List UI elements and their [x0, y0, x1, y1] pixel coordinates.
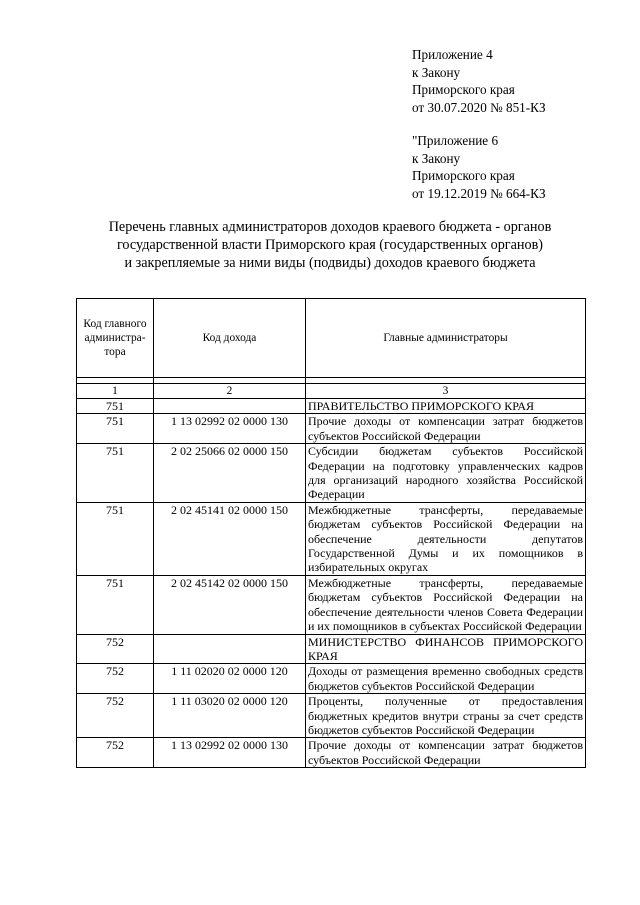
header-administrators: Главные администраторы — [306, 299, 586, 378]
title-line: государственной власти Приморского края (государственных органов) — [116, 237, 544, 253]
appendix-line: Приморского края — [412, 168, 515, 183]
table-row — [77, 502, 586, 575]
table-row — [77, 664, 586, 694]
table-row — [77, 694, 586, 738]
revenue-description-cell: Межбюджетные трансферты, передаваемые бюджетам субъектов Российской Федерации на обеспечение деятельности депутатов Государственной Думы и их помощников в избирательных округах — [306, 502, 586, 575]
revenue-description-cell: Прочие доходы от компенсации затрат бюджетов субъектов Российской Федерации — [306, 414, 586, 444]
revenue-code-cell: 2 02 25066 02 0000 150 — [154, 444, 306, 503]
revenue-code-cell: 2 02 45142 02 0000 150 — [154, 575, 306, 634]
revenue-code-cell: 1 13 02992 02 0000 130 — [154, 738, 306, 768]
admin-code-cell: 752 — [77, 694, 154, 738]
admin-code-cell: 751 — [77, 414, 154, 444]
revenue-description-cell: Доходы от размещения временно свободных средств бюджетов субъектов Российской Федерации — [306, 664, 586, 694]
admin-code-cell: 751 — [77, 399, 154, 414]
table-header-row — [77, 299, 586, 378]
revenue-description-cell: Прочие доходы от компенсации затрат бюджетов субъектов Российской Федерации — [306, 738, 586, 768]
column-number-row — [77, 384, 586, 399]
admin-code-cell: 752 — [77, 664, 154, 694]
admin-code-cell: 751 — [77, 502, 154, 575]
administrator-name-cell: МИНИСТЕРСТВО ФИНАНСОВ ПРИМОРСКОГО КРАЯ — [306, 634, 586, 664]
appendix-line: к Закону — [412, 150, 461, 166]
revenue-code-cell: 1 13 02992 02 0000 130 — [154, 414, 306, 444]
admin-code-cell: 751 — [77, 444, 154, 503]
table-row — [77, 575, 586, 634]
revenue-description-cell: Межбюджетные трансферты, передаваемые бюджетам субъектов Российской Федерации на обеспечение деятельности членов Совета Федерации и их помощников в субъектах Российской Федерации — [306, 575, 586, 634]
appendix-reference-amended — [412, 132, 546, 202]
document-title — [60, 218, 600, 272]
revenue-code-cell: 1 11 02020 02 0000 120 — [154, 664, 306, 694]
administrator-name-cell: ПРАВИТЕЛЬСТВО ПРИМОРСКОГО КРАЯ — [306, 399, 586, 414]
appendix-reference-current — [412, 46, 546, 116]
admin-code-cell: 752 — [77, 738, 154, 768]
admin-code-cell: 752 — [77, 634, 154, 664]
appendix-line: Приложение 4 — [412, 47, 493, 62]
title-line: Перечень главных администраторов доходов краевого бюджета - органов — [108, 219, 552, 235]
table-row — [77, 738, 586, 768]
table-row — [77, 399, 586, 414]
column-number: 2 — [154, 384, 306, 399]
table-row — [77, 414, 586, 444]
revenue-description-cell: Проценты, полученные от предоставления бюджетных кредитов внутри страны за счет средств бюджетов субъектов Российской Федерации — [306, 694, 586, 738]
title-line: и закрепляемые за ними виды (подвиды) доходов краевого бюджета — [124, 255, 536, 271]
revenue-code-cell: 2 02 45141 02 0000 150 — [154, 502, 306, 575]
appendix-line: к Закону — [412, 64, 461, 80]
appendix-line: от 19.12.2019 № 664-КЗ — [412, 185, 546, 201]
revenue-code-cell — [154, 399, 306, 414]
header-revenue-code: Код дохода — [154, 299, 306, 378]
header-admin-code: Код главного администра-тора — [77, 299, 154, 378]
table-row — [77, 444, 586, 503]
revenue-code-cell — [154, 634, 306, 664]
admin-code-cell: 751 — [77, 575, 154, 634]
column-number: 1 — [77, 384, 154, 399]
revenue-administrators-table — [76, 298, 586, 768]
revenue-code-cell: 1 11 03020 02 0000 120 — [154, 694, 306, 738]
appendix-line: "Приложение 6 — [412, 133, 499, 148]
column-number: 3 — [306, 384, 586, 399]
appendix-line: Приморского края — [412, 82, 515, 97]
revenue-description-cell: Субсидии бюджетам субъектов Российской Федерации на подготовку управленческих кадров для организаций народного хозяйства Российской Федерации — [306, 444, 586, 503]
appendix-line: от 30.07.2020 № 851-КЗ — [412, 99, 546, 115]
table-row — [77, 634, 586, 664]
